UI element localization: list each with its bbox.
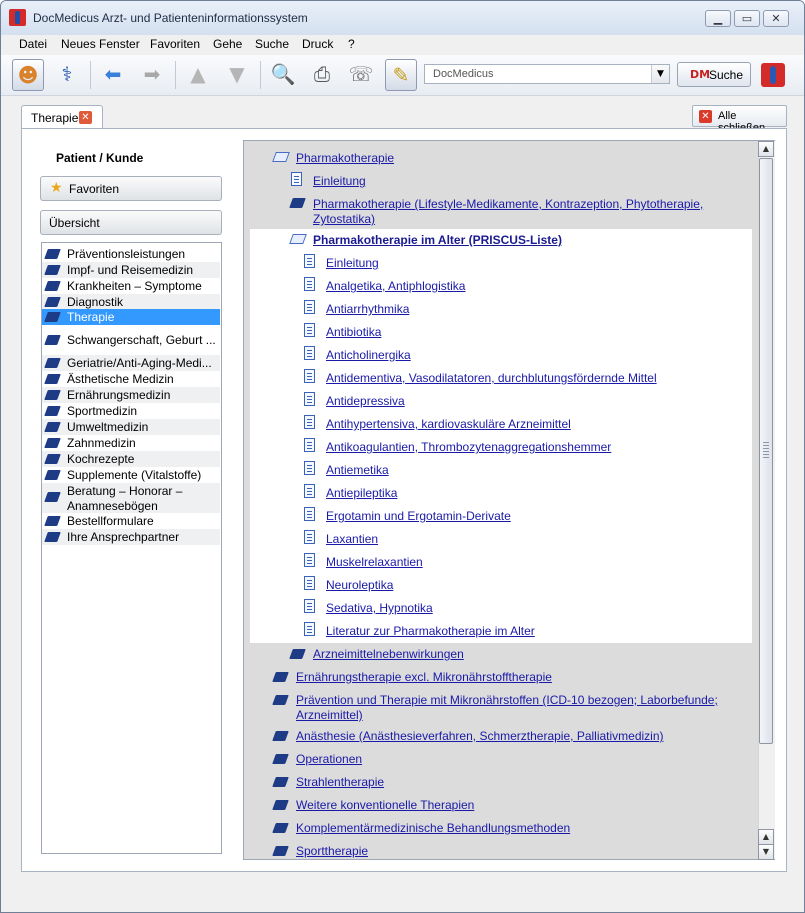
tree-node-alter-item[interactable]: Literatur zur Pharmakotherapie im Alter bbox=[326, 624, 535, 638]
category-item[interactable]: Bestellformulare bbox=[42, 513, 220, 529]
favorites-button[interactable] bbox=[40, 176, 222, 201]
tree-node-sport[interactable]: Sporttherapie bbox=[296, 844, 369, 858]
category-item[interactable]: Zahnmedizin bbox=[42, 435, 220, 451]
category-item[interactable]: Schwangerschaft, Geburt ... bbox=[42, 326, 220, 354]
book-icon bbox=[44, 374, 61, 384]
page-icon bbox=[304, 415, 315, 429]
medicine-button[interactable] bbox=[51, 59, 83, 91]
tree-node-alter-item[interactable]: Antikoagulantien, Thrombozytenaggregationshemmer bbox=[326, 440, 612, 454]
tab-therapie[interactable] bbox=[21, 105, 103, 129]
menu-suche[interactable]: Suche bbox=[255, 37, 290, 51]
fax-button[interactable] bbox=[345, 59, 377, 91]
up-button[interactable] bbox=[182, 59, 214, 91]
menu-gehe[interactable]: Gehe bbox=[213, 37, 243, 51]
minimize-icon: ▁ bbox=[713, 12, 723, 25]
category-item[interactable]: Kochrezepte bbox=[42, 451, 220, 467]
close-window-button[interactable] bbox=[763, 10, 789, 27]
page-icon bbox=[304, 300, 315, 314]
book-icon bbox=[44, 454, 61, 464]
book-icon bbox=[44, 492, 61, 502]
tree-node-alter-item[interactable]: Neuroleptika bbox=[326, 578, 394, 592]
tree-node-lifestyle-cont[interactable]: Zytostatika) bbox=[313, 212, 376, 226]
page-icon bbox=[304, 553, 315, 567]
toolbar-separator bbox=[175, 61, 176, 89]
page-icon bbox=[304, 461, 315, 475]
tree-node-alter-item[interactable]: Antiepileptika bbox=[326, 486, 398, 500]
category-item[interactable]: Ernährungsmedizin bbox=[42, 387, 220, 403]
page-icon bbox=[304, 277, 315, 291]
triangle-down-icon: ▼ bbox=[229, 62, 245, 86]
page-icon bbox=[304, 622, 315, 636]
tree-node-alter-item[interactable]: Antiarrhythmika bbox=[326, 302, 410, 316]
scroll-up-button[interactable] bbox=[758, 829, 774, 845]
print-button[interactable] bbox=[306, 59, 338, 91]
triangle-up-icon: ▲ bbox=[190, 62, 206, 86]
tree-node-nebenwirkungen[interactable]: Arzneimittelnebenwirkungen bbox=[313, 647, 464, 661]
book-icon bbox=[44, 249, 61, 259]
window-title: DocMedicus Arzt- und Patienteninformationssystem bbox=[33, 11, 308, 25]
tab-label: Therapie bbox=[31, 111, 79, 125]
tree-node-anaesthesie[interactable]: Anästhesie (Anästhesieverfahren, Schmerztherapie, Palliativmedizin) bbox=[296, 729, 664, 743]
grip-icon bbox=[763, 442, 769, 460]
book-icon bbox=[44, 358, 61, 368]
book-icon bbox=[44, 281, 61, 291]
page-icon bbox=[304, 507, 315, 521]
overview-label: Übersicht bbox=[49, 216, 100, 230]
book-icon bbox=[44, 297, 61, 307]
tree-node-praevention-cont[interactable]: Arzneimittel) bbox=[296, 708, 363, 722]
tree-node-einleitung[interactable]: Einleitung bbox=[313, 174, 366, 188]
notes-button[interactable] bbox=[385, 59, 417, 91]
back-button[interactable] bbox=[97, 59, 129, 91]
close-all-button[interactable] bbox=[692, 105, 787, 127]
category-item[interactable]: Supplemente (Vitalstoffe) bbox=[42, 467, 220, 483]
title-bar bbox=[1, 1, 804, 35]
tree-node-alter-item[interactable]: Antibiotika bbox=[326, 325, 382, 339]
maximize-button[interactable] bbox=[734, 10, 760, 27]
tree-node-alter[interactable]: Pharmakotherapie im Alter (PRISCUS-Liste) bbox=[313, 233, 562, 247]
category-item[interactable]: Ihre Ansprechpartner bbox=[42, 529, 220, 545]
book-icon bbox=[44, 312, 61, 322]
maximize-icon: ▭ bbox=[741, 12, 753, 25]
category-item[interactable]: Impf- und Reisemedizin bbox=[42, 262, 220, 278]
tree-node-alter-item[interactable]: Ergotamin und Ergotamin-Derivate bbox=[326, 509, 511, 523]
toolbar-separator bbox=[90, 61, 91, 89]
aesculapius-icon: ⚕ bbox=[61, 62, 73, 86]
book-icon bbox=[44, 470, 61, 480]
menu-neues-fenster[interactable]: Neues Fenster bbox=[61, 37, 140, 51]
tree-node-alter-item[interactable]: Antihypertensiva, kardiovaskuläre Arzneimittel bbox=[326, 417, 571, 431]
patients-icon: ☻ bbox=[17, 63, 39, 87]
page-icon bbox=[304, 323, 315, 337]
book-icon bbox=[44, 516, 61, 526]
overview-button[interactable] bbox=[40, 210, 222, 235]
book-icon bbox=[44, 265, 61, 275]
category-item[interactable]: Ästhetische Medizin bbox=[42, 371, 220, 387]
printer-icon: ⎙ bbox=[314, 62, 330, 86]
category-item[interactable]: Sportmedizin bbox=[42, 403, 220, 419]
magnifier-page-icon: 🔍 bbox=[270, 62, 296, 86]
page-icon bbox=[291, 172, 302, 186]
close-all-label: Alle bbox=[718, 110, 737, 122]
page-icon bbox=[304, 346, 315, 360]
patient-button[interactable] bbox=[12, 59, 44, 91]
tree-node-weitere[interactable]: Weitere konventionelle Therapien bbox=[296, 798, 475, 812]
tree-node-alter-item[interactable]: Antidepressiva bbox=[326, 394, 405, 408]
menu-help[interactable]: ? bbox=[348, 37, 355, 51]
triangle-up-icon: ▲ bbox=[762, 144, 770, 153]
menu-druck[interactable]: Druck bbox=[302, 37, 334, 51]
tree-node-alter-item[interactable]: Laxantien bbox=[326, 532, 379, 546]
down-button[interactable] bbox=[221, 59, 253, 91]
category-item[interactable]: Krankheiten – Symptome bbox=[42, 278, 220, 294]
tree-node-pharmakotherapie[interactable]: Pharmakotherapie bbox=[296, 151, 395, 165]
aesculapius-logo-icon bbox=[761, 63, 785, 87]
book-icon bbox=[44, 390, 61, 400]
category-item[interactable]: Präventionsleistungen bbox=[42, 246, 220, 262]
dm-logo: DM bbox=[690, 68, 711, 81]
tree-node-alter-item[interactable]: Antidementiva, Vasodilatatoren, durchblutungsfördernde Mittel bbox=[326, 371, 657, 385]
scroll-down-button[interactable] bbox=[758, 844, 774, 860]
menu-favoriten[interactable]: Favoriten bbox=[150, 37, 201, 51]
book-icon bbox=[44, 406, 61, 416]
close-icon: ✕ bbox=[771, 12, 781, 25]
preview-button[interactable] bbox=[267, 59, 299, 91]
tree-node-komplementaer[interactable]: Komplementärmedizinische Behandlungsmethoden bbox=[296, 821, 571, 835]
left-title: Patient / Kunde bbox=[56, 151, 144, 165]
page-icon bbox=[304, 254, 315, 268]
menu-datei[interactable]: Datei bbox=[19, 37, 48, 51]
page-icon bbox=[304, 438, 315, 452]
tree-node-alter-item[interactable]: Muskelrelaxantien bbox=[326, 555, 423, 569]
tree-node-operationen[interactable]: Operationen bbox=[296, 752, 363, 766]
arrow-right-icon: ➡ bbox=[143, 62, 161, 86]
tree-node-lifestyle[interactable]: Pharmakotherapie (Lifestyle-Medikamente, Kontrazeption, Phytotherapie, bbox=[313, 197, 704, 211]
book-icon bbox=[44, 438, 61, 448]
search-button[interactable] bbox=[677, 62, 751, 87]
close-tab-icon[interactable]: ✕ bbox=[79, 111, 92, 124]
combo-value: DocMedicus bbox=[433, 68, 494, 80]
search-button-label: Suche bbox=[709, 68, 744, 82]
location-combobox[interactable] bbox=[424, 64, 670, 84]
page-icon bbox=[304, 369, 315, 383]
tree-node-strahlen[interactable]: Strahlentherapie bbox=[296, 775, 385, 789]
category-item[interactable]: Geriatrie/Anti-Aging-Medi... bbox=[42, 355, 220, 371]
tree-node-praevention[interactable]: Prävention und Therapie mit Mikronährstoffen (ICD-10 bezogen; Laborbefunde; bbox=[296, 693, 718, 707]
close-icon: ✕ bbox=[699, 110, 712, 123]
category-item[interactable]: Umweltmedizin bbox=[42, 419, 220, 435]
page-icon bbox=[304, 484, 315, 498]
book-icon bbox=[44, 335, 61, 345]
favorites-label: Favoriten bbox=[69, 182, 120, 196]
triangle-down-icon: ▼ bbox=[762, 847, 770, 856]
page-icon bbox=[304, 530, 315, 544]
menu-bar bbox=[1, 35, 804, 55]
category-item-selected[interactable]: Therapie bbox=[42, 309, 220, 325]
arrow-left-icon: ⬅ bbox=[104, 62, 122, 86]
minimize-button[interactable] bbox=[705, 10, 731, 27]
page-icon bbox=[304, 576, 315, 590]
book-icon bbox=[44, 532, 61, 542]
tree-node-alter-item[interactable]: Einleitung bbox=[326, 256, 379, 270]
chevron-down-icon[interactable]: ▼ bbox=[651, 65, 669, 83]
fax-icon: ☏ bbox=[348, 62, 374, 86]
tree-node-alter-item[interactable]: Anticholinergika bbox=[326, 348, 411, 362]
book-icon bbox=[44, 422, 61, 432]
category-item[interactable]: Diagnostik bbox=[42, 294, 220, 310]
docmedicus-logo-icon bbox=[9, 9, 26, 26]
tree-node-alter-item[interactable]: Sedativa, Hypnotika bbox=[326, 601, 433, 615]
page-icon bbox=[304, 392, 315, 406]
tree-node-alter-item[interactable]: Analgetika, Antiphlogistika bbox=[326, 279, 466, 293]
page-icon bbox=[304, 599, 315, 613]
scroll-up-button[interactable] bbox=[758, 141, 774, 157]
toolbar-separator bbox=[260, 61, 261, 89]
category-item[interactable]: Beratung – Honorar – Anamnesebögen bbox=[42, 483, 220, 513]
triangle-up-icon: ▲ bbox=[762, 832, 770, 841]
tree-node-alter-item[interactable]: Antiemetika bbox=[326, 463, 389, 477]
pencil-icon: ✎ bbox=[392, 63, 410, 87]
tree-node-ernaehrung[interactable]: Ernährungstherapie excl. Mikronährstofftherapie bbox=[296, 670, 552, 684]
forward-button[interactable] bbox=[136, 59, 168, 91]
star-icon: ★ bbox=[50, 180, 63, 196]
